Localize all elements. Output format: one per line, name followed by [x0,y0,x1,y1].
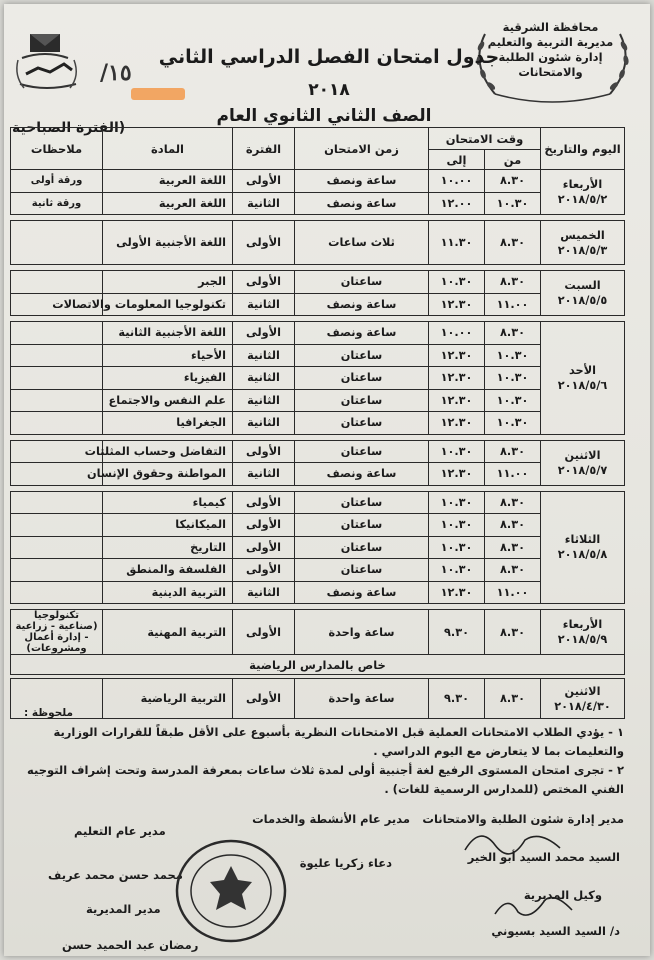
day-date: ٢٠١٨/٥/٦ [557,378,608,392]
table-row [11,192,625,215]
subject: الأحياء [103,344,233,367]
time-from: ٨.٣٠ [485,221,541,265]
notes [11,412,103,435]
time-to: ١١.٣٠ [429,221,485,265]
activities-name: دعاء زكريا عليوة [299,856,392,870]
time-from: ١١.٠٠ [485,463,541,486]
day-name: الخميس [560,228,605,242]
duration: ساعة ونصف [295,463,429,486]
time-to: ١٠.٣٠ [429,271,485,294]
time-from: ٨.٣٠ [485,610,541,655]
table-row [11,271,625,294]
time-from: ٨.٣٠ [485,491,541,514]
day-date: ٢٠١٨/٥/٢ [557,193,608,206]
time-to: ١٢.٣٠ [429,412,485,435]
note-item [24,723,624,761]
session: الأولى [233,322,295,345]
notes [11,221,103,265]
time-from: ١٠.٣٠ [485,344,541,367]
day-date-cell [541,221,625,265]
time-from: ٨.٣٠ [485,440,541,463]
duration: ساعتان [295,440,429,463]
col-to: إلى [429,150,485,170]
day-name: الثلاثاء [564,533,601,547]
day-date: ٢٠١٨/٥/٣ [557,243,608,257]
governorate-name: محافظة الشرقية [502,20,599,34]
time-from: ١٠.٣٠ [485,192,541,215]
activities-title: مدير عام الأنشطة والخدمات [252,812,410,826]
table-row [11,514,625,537]
notes [11,367,103,390]
col-from: من [485,150,541,170]
subject: التفاضل وحساب المثلثات [103,440,233,463]
school-emblem-icon [16,30,94,96]
directorate-name: مديرية التربية والتعليم [487,35,614,49]
table-row [11,536,625,559]
subject: الميكانيكا [103,514,233,537]
exam-schedule-table [10,127,625,719]
document-year: ٢٠١٨ [308,80,350,100]
time-from: ١٠.٣٠ [485,412,541,435]
col-session: الفترة [233,128,295,170]
notes [11,271,103,294]
day-date-cell [541,440,625,485]
duration: ساعتان [295,412,429,435]
notes [11,536,103,559]
session: الأولى [233,491,295,514]
time-to: ١٠.٠٠ [429,322,485,345]
col-exam-time: وقت الامتحان [429,128,541,150]
table-row [11,610,625,655]
time-from: ٨.٣٠ [485,536,541,559]
notes: ورقة ثانية [11,192,103,215]
session: الأولى [233,221,295,265]
table-row [11,412,625,435]
time-from: ١٠.٣٠ [485,367,541,390]
time-to: ١٢.٠٠ [429,192,485,215]
session: الثانية [233,412,295,435]
col-duration: زمن الامتحان [295,128,429,170]
session: الأولى [233,559,295,582]
session: الثانية [233,581,295,604]
time-to: ٩.٣٠ [429,610,485,655]
session: الثانية [233,367,295,390]
subject: التربية المهنية [103,610,233,655]
time-to: ١٠.٣٠ [429,491,485,514]
notes-title: ملحوظة : [24,707,74,719]
students-affairs-title: مدير إدارة شئون الطلبة والامتحانات [422,812,624,826]
exam-schedule-document [4,4,650,956]
notes [11,344,103,367]
note-text: - تجرى امتحان المستوى الرفيع لغة أجنبية أولى لمدة ثلاث ساعات بمعرفة المدرسة وتحت إشراف التوجيه الفني المختص (للمدارس الرسمية للغات) . [27,763,624,796]
subject: التربية الدينية [103,581,233,604]
subject: اللغة الأجنبية الأولى [103,221,233,265]
notes [11,389,103,412]
time-from: ٨.٣٠ [485,271,541,294]
signature-mark [460,820,570,860]
duration: ساعة ونصف [295,322,429,345]
table-row [11,581,625,604]
time-from: ٨.٣٠ [485,170,541,193]
day-name: الأربعاء [562,178,603,191]
duration: ساعتان [295,514,429,537]
time-to: ٩.٣٠ [429,679,485,719]
day-date: ٢٠١٨/٥/٩ [557,633,608,646]
signature-mark [490,886,580,926]
time-from: ١٠.٣٠ [485,389,541,412]
day-date: ٢٠١٨/٥/٥ [557,294,608,307]
subject: كيمياء [103,491,233,514]
handwritten-mark: ١٥/ [100,60,132,86]
notes [11,514,103,537]
duration: ساعة واحدة [295,610,429,655]
day-name: الأحد [569,363,596,377]
table-row [11,293,625,316]
session: الأولى [233,170,295,193]
col-notes: ملاحظات [11,128,103,170]
department-name: إدارة شئون الطلبة والامتحانات [498,50,603,79]
day-name: الاثنين [564,448,601,462]
note-number: ١ [616,725,624,739]
time-from: ٨.٣٠ [485,514,541,537]
duration: ساعتان [295,367,429,390]
duration: ساعة واحدة [295,679,429,719]
session: الثانية [233,344,295,367]
time-from: ١١.٠٠ [485,293,541,316]
grade-title: الصف الثاني الثانوي العام [216,106,432,126]
duration: ساعتان [295,271,429,294]
session: الثانية [233,192,295,215]
day-date-cell [541,170,625,215]
subject: الجبر [103,271,233,294]
col-day-date: اليوم والتاريخ [541,128,625,170]
time-from: ٨.٣٠ [485,322,541,345]
director-name: رمضان عبد الحميد حسن [62,938,199,952]
notes [11,322,103,345]
duration: ساعة ونصف [295,170,429,193]
time-to: ١٠.٠٠ [429,170,485,193]
subject: اللغة العربية [103,170,233,193]
notes [11,491,103,514]
session: الأولى [233,440,295,463]
education-title: مدير عام التعليم [74,824,166,838]
notes-section [24,704,624,799]
duration: ساعتان [295,536,429,559]
note-item [24,761,624,799]
time-from: ٨.٣٠ [485,559,541,582]
note-number: ٢ [616,763,624,777]
day-date: ٢٠١٨/٥/٧ [557,463,608,477]
day-date: ٢٠١٨/٤/٣٠ [554,699,611,713]
subject: التاريخ [103,536,233,559]
duration: ساعة ونصف [295,192,429,215]
session: الأولى [233,679,295,719]
notes: ورقة أولى [11,170,103,193]
notes: تكنولوجيا (صناعية - زراعية - إدارة أعمال ومشروعات) [11,610,103,655]
table-row [11,344,625,367]
subject: الفلسفة والمنطق [103,559,233,582]
special-header-row [11,655,625,675]
time-to: ١٢.٣٠ [429,293,485,316]
note-text: - يؤدي الطلاب الامتحانات العملية قبل الامتحانات النظرية بأسبوع على الأقل طبقاً للقرارات الوزارية والتعليمات بما لا يتعارض مع اليوم الدراسي . [53,725,624,758]
session: الأولى [233,536,295,559]
subject: تكنولوجيا المعلومات والاتصالات [103,293,233,316]
time-to: ١٠.٣٠ [429,536,485,559]
subject: الفيزياء [103,367,233,390]
director-title: مدير المديرية [86,902,161,916]
time-from: ٨.٣٠ [485,679,541,719]
day-date-cell [541,322,625,435]
day-date-cell [541,271,625,316]
session: الأولى [233,610,295,655]
deputy-name: د/ السيد السيد بسيوني [491,924,620,938]
subject: اللغة الأجنبية الثانية [103,322,233,345]
document-title: جدول امتحان الفصل الدراسي الثاني [158,46,500,68]
col-subject: المادة [103,128,233,170]
time-to: ١٠.٣٠ [429,559,485,582]
session: الثانية [233,463,295,486]
duration: ساعتان [295,491,429,514]
notes [11,581,103,604]
official-stamp-icon [172,836,290,946]
table-row [11,559,625,582]
time-to: ١٢.٣٠ [429,581,485,604]
session: الثانية [233,389,295,412]
duration: ساعة ونصف [295,293,429,316]
subject: المواطنة وحقوق الإنسان [103,463,233,486]
subject: اللغة العربية [103,192,233,215]
day-name: الأربعاء [562,618,603,631]
duration: ساعتان [295,344,429,367]
duration: ساعة ونصف [295,581,429,604]
time-to: ١٢.٣٠ [429,344,485,367]
table-row [11,463,625,486]
table-row [11,367,625,390]
schedule-body [11,170,625,719]
period-label: (الفترة الصباحية [12,120,126,136]
session: الثانية [233,293,295,316]
session: الأولى [233,271,295,294]
day-name: الاثنين [564,684,601,698]
time-to: ١٠.٣٠ [429,514,485,537]
time-to: ١٢.٣٠ [429,463,485,486]
education-name: محمد حسن محمد عريف [48,868,183,882]
day-date: ٢٠١٨/٥/٨ [557,548,608,562]
table-row [11,491,625,514]
duration: ساعتان [295,389,429,412]
day-date-cell [541,491,625,604]
table-row [11,389,625,412]
table-row [11,221,625,265]
table-row [11,170,625,193]
redaction-highlight [131,88,185,100]
special-schools-label: خاص بالمدارس الرياضية [11,655,625,675]
session: الأولى [233,514,295,537]
subject: علم النفس والاجتماع [103,389,233,412]
time-to: ١٢.٣٠ [429,367,485,390]
students-affairs-name: السيد محمد السيد أبو الخير [467,850,620,864]
day-date-cell [541,610,625,655]
duration: ثلاث ساعات [295,221,429,265]
deputy-title: وكيل المديرية [523,888,602,902]
duration: ساعتان [295,559,429,582]
notes [11,559,103,582]
time-to: ١٠.٣٠ [429,440,485,463]
time-from: ١١.٠٠ [485,581,541,604]
table-row [11,322,625,345]
table-row [11,440,625,463]
subject: الجغرافيا [103,412,233,435]
day-name: السبت [564,279,601,292]
time-to: ١٢.٣٠ [429,389,485,412]
subject: التربية الرياضية [103,679,233,719]
